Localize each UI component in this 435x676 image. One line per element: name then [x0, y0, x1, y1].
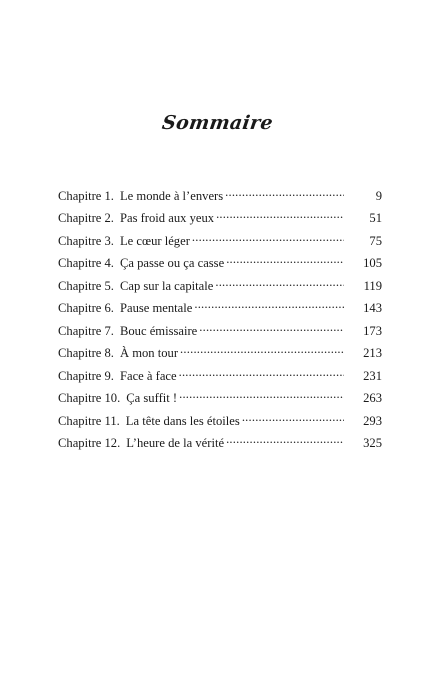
chapter-title: Bouc émissaire: [119, 323, 198, 338]
dot-leader: [179, 390, 344, 403]
page-number: 143: [363, 301, 382, 316]
toc-entry[interactable]: [58, 367, 382, 390]
chapter-number: Chapitre 5.: [58, 278, 114, 293]
page-number: 325: [363, 436, 382, 451]
chapter-title: La tête dans les étoiles: [125, 413, 240, 428]
toc-entry[interactable]: [58, 412, 382, 435]
dot-leader: [225, 187, 344, 200]
page-number: 263: [363, 391, 382, 406]
dot-leader: [226, 435, 344, 448]
chapter-title: Le monde à l’envers: [119, 188, 224, 203]
page-number: 51: [369, 211, 382, 226]
toc-entry[interactable]: [58, 300, 382, 323]
page-number: 173: [363, 323, 382, 338]
toc-entry[interactable]: [58, 232, 382, 255]
toc-entry[interactable]: [58, 187, 382, 210]
page-number: 75: [369, 233, 382, 248]
dot-leader: [180, 345, 344, 358]
chapter-number: Chapitre 9.: [58, 368, 114, 383]
chapter-number: Chapitre 10.: [58, 391, 121, 406]
chapter-title: Pause mentale: [119, 301, 193, 316]
chapter-title: À mon tour: [119, 346, 179, 361]
chapter-number: Chapitre 12.: [58, 436, 121, 451]
dot-leader: [179, 367, 344, 380]
chapter-number: Chapitre 1.: [58, 188, 114, 203]
chapter-title: Face à face: [119, 368, 177, 383]
chapter-title: Cap sur la capitale: [119, 278, 214, 293]
page-number: 231: [363, 368, 382, 383]
page-number: 9: [375, 188, 382, 203]
dot-leader: [242, 412, 344, 425]
toc-entry[interactable]: [58, 345, 382, 368]
chapter-number: Chapitre 4.: [58, 256, 114, 271]
dot-leader: [216, 210, 344, 223]
chapter-title: Pas froid aux yeux: [119, 211, 215, 226]
dot-leader: [194, 300, 344, 313]
dot-leader: [226, 255, 344, 268]
chapter-title: Ça passe ou ça casse: [119, 256, 225, 271]
page-number: 119: [363, 278, 382, 293]
chapter-number: Chapitre 7.: [58, 323, 114, 338]
dot-leader: [199, 322, 344, 335]
toc-entry[interactable]: [58, 322, 382, 345]
toc-entry[interactable]: [58, 210, 382, 233]
chapter-number: Chapitre 11.: [58, 413, 120, 428]
chapter-number: Chapitre 8.: [58, 346, 114, 361]
toc-entry[interactable]: [58, 255, 382, 278]
chapter-number: Chapitre 3.: [58, 233, 114, 248]
table-of-contents: [58, 187, 382, 457]
page-number: 293: [363, 413, 382, 428]
chapter-title: L’heure de la vérité: [126, 436, 225, 451]
page-title: Sommaire: [160, 112, 275, 134]
chapter-number: Chapitre 6.: [58, 301, 114, 316]
toc-entry[interactable]: [58, 277, 382, 300]
page-number: 105: [363, 256, 382, 271]
chapter-title: Le cœur léger: [119, 233, 190, 248]
toc-entry[interactable]: [58, 390, 382, 413]
dot-leader: [215, 277, 344, 290]
dot-leader: [192, 232, 344, 245]
chapter-number: Chapitre 2.: [58, 211, 114, 226]
chapter-title: Ça suffit !: [126, 391, 178, 406]
page-number: 213: [363, 346, 382, 361]
toc-entry[interactable]: [58, 435, 382, 458]
